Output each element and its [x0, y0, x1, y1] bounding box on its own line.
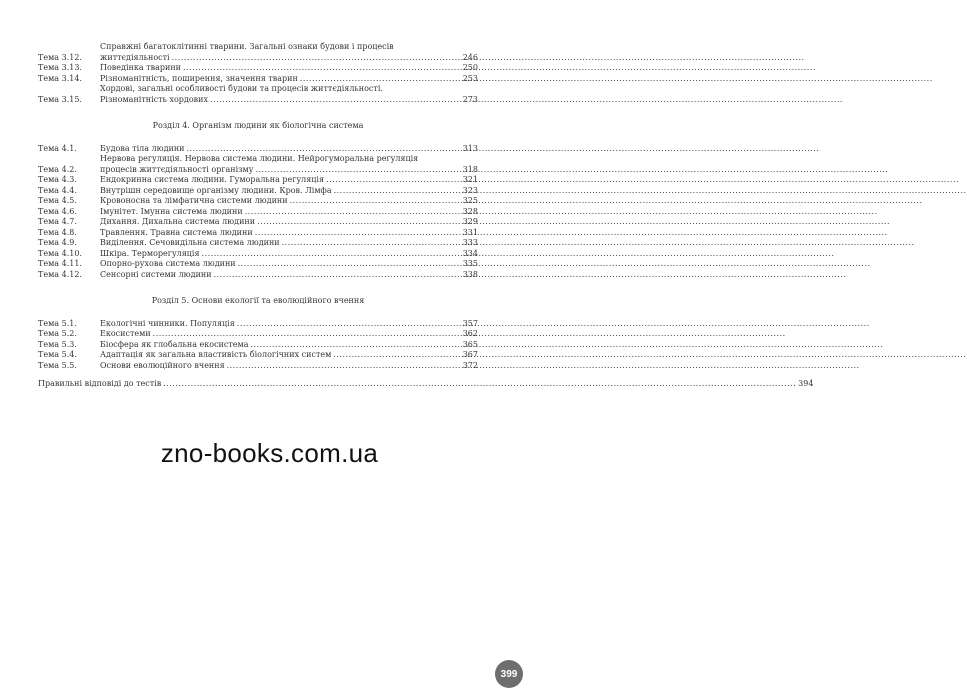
leader-dots	[334, 186, 461, 197]
topic-body	[100, 249, 478, 260]
topic-body	[100, 319, 478, 330]
topic-body	[100, 154, 478, 175]
topic-label: Тема 4.11.	[38, 259, 82, 268]
topic-body	[100, 228, 478, 239]
topic-label: Тема 4.4.	[38, 185, 77, 195]
topic-title: Нервова регуляція. Нервова система людини. Нейрогуморальна регуляція	[100, 154, 419, 163]
topic-label: Тема 3.14.	[38, 73, 82, 83]
leader-dots	[163, 379, 796, 390]
toc-entry	[38, 361, 478, 372]
topic-line	[100, 270, 478, 281]
leader-dots	[153, 329, 461, 340]
toc-entry	[38, 238, 478, 249]
page-ref: 253	[462, 73, 478, 83]
toc-entry	[38, 175, 478, 186]
leader-dots	[202, 249, 461, 260]
leader-dots	[245, 207, 461, 218]
page-ref: 338	[462, 269, 478, 279]
topic-title: Біосфера як глобальна екосистема	[100, 339, 249, 349]
topic-label: Тема 3.13.	[38, 63, 82, 72]
topic-body	[100, 259, 478, 270]
topic-line	[100, 249, 478, 260]
page-ref: 367	[462, 350, 478, 359]
leader-dots	[282, 238, 461, 249]
topic-title: Виділення. Сечовидільна система людини	[100, 238, 280, 247]
toc-entry	[38, 350, 478, 361]
page-number-badge: 399	[495, 660, 523, 688]
topic-title: життєдіяльності	[100, 52, 170, 62]
topic-body	[100, 186, 478, 197]
page-ref: 394	[798, 379, 814, 388]
toc-entry	[38, 340, 478, 351]
topic-line	[100, 350, 478, 361]
topic-line	[100, 53, 478, 64]
leader-dots	[172, 53, 461, 64]
topic-body	[100, 217, 478, 228]
page-ref: 362	[462, 329, 478, 338]
topic-body	[100, 207, 478, 218]
topic-line	[100, 95, 478, 106]
leader-dots	[210, 95, 461, 106]
leader-dots	[300, 74, 461, 85]
topic-title: Хордові, загальні особливості будови та процесів життєдіяльності.	[100, 84, 383, 93]
page-ref: 335	[462, 259, 478, 268]
leader-dots	[183, 63, 461, 74]
toc-entry	[38, 42, 478, 63]
topic-label: Тема 4.12.	[38, 269, 82, 279]
toc-entry	[38, 249, 478, 260]
page-ref: 333	[462, 238, 478, 247]
page-ref: 313	[462, 143, 478, 153]
leader-dots	[333, 350, 460, 361]
topic-label: Тема 4.7.	[38, 217, 77, 226]
topic-label: Тема 3.12.	[38, 52, 82, 62]
toc-entry	[38, 74, 478, 85]
page-ref: 357	[462, 318, 478, 328]
topic-title: Кровоносна та лімфатична системи людини	[100, 196, 288, 205]
topic-line	[100, 361, 478, 372]
toc-entry	[38, 154, 478, 175]
leader-dots	[227, 361, 461, 372]
topic-title: Основи еволюційного вчення	[100, 360, 225, 370]
page-ref: 273	[462, 94, 478, 104]
answers-line	[38, 379, 813, 390]
leader-dots	[251, 340, 461, 351]
toc-entry	[38, 84, 478, 105]
page-ref: 365	[462, 339, 478, 349]
topic-label: Тема 5.2.	[38, 329, 77, 338]
topic-body	[100, 144, 478, 155]
topic-title: Адаптація як загальна властивість біологічних систем	[100, 350, 332, 359]
topic-line	[100, 84, 478, 95]
page-ref: 325	[462, 196, 478, 205]
topic-label: Тема 4.2.	[38, 164, 77, 174]
toc-entry	[38, 217, 478, 228]
topic-line	[100, 154, 478, 165]
leader-dots	[187, 144, 461, 155]
topic-line	[100, 186, 478, 197]
page-ref: 246	[462, 52, 478, 62]
toc-entry	[38, 228, 478, 239]
topic-label: Тема 5.5.	[38, 360, 77, 370]
topic-title: Екологічні чинники. Популяція	[100, 318, 235, 328]
page-ref: 328	[462, 206, 478, 216]
topic-line	[100, 42, 478, 53]
topic-body	[100, 196, 478, 207]
leader-dots	[290, 196, 461, 207]
topic-label: Тема 4.8.	[38, 227, 77, 237]
topic-label: Тема 4.5.	[38, 196, 77, 205]
topic-body	[100, 350, 478, 361]
topic-title: Опорно-рухова система людини	[100, 259, 236, 268]
toc-entry	[38, 207, 478, 218]
leader-dots	[214, 270, 461, 281]
topic-body	[100, 340, 478, 351]
leader-dots	[255, 165, 460, 176]
section-title: Розділ 4. Організм людини як біологічна система	[152, 121, 364, 130]
topic-line	[100, 319, 478, 330]
topic-title: Шкіра. Терморегуляція	[100, 248, 200, 258]
topic-label: Тема 5.1.	[38, 318, 77, 328]
page-ref: 250	[462, 63, 478, 72]
topic-title: Різноманітність, поширення, значення тварин	[100, 73, 298, 83]
topic-line	[100, 74, 478, 85]
topic-body	[100, 63, 478, 74]
topic-title: Внутрішн середовище організму людини. Кров. Лімфа	[100, 185, 332, 195]
topic-body	[100, 270, 478, 281]
topic-label: Тема 4.9.	[38, 238, 77, 247]
page-ref: 331	[462, 227, 478, 237]
table-of-contents	[38, 42, 814, 390]
page-ref: 318	[462, 164, 478, 174]
topic-title: Дихання. Дихальна система людини	[100, 217, 256, 226]
toc-entry	[38, 259, 478, 270]
topic-line	[100, 340, 478, 351]
toc-entry	[38, 144, 478, 155]
topic-line	[100, 238, 478, 249]
answers-title: Правильні відповіді до тестів	[38, 379, 162, 388]
page-ref: 334	[462, 248, 478, 258]
topic-label: Тема 4.6.	[38, 206, 77, 216]
leader-dots	[237, 319, 461, 330]
leader-dots	[257, 217, 461, 228]
topic-line	[100, 144, 478, 155]
topic-label: Тема 5.3.	[38, 339, 77, 349]
toc-entry	[38, 319, 478, 330]
topic-body	[100, 361, 478, 372]
page-ref: 321	[462, 175, 478, 184]
toc-entry	[38, 186, 478, 197]
leader-dots	[255, 228, 461, 239]
topic-body	[100, 74, 478, 85]
leader-dots	[326, 175, 461, 186]
topic-label: Тема 5.4.	[38, 350, 77, 359]
topic-line	[100, 228, 478, 239]
answers-entry	[38, 379, 814, 390]
topic-line	[100, 217, 478, 228]
topic-body	[100, 175, 478, 186]
page-ref: 329	[462, 217, 478, 226]
topic-title: Будова тіла людини	[100, 143, 185, 153]
topic-body	[100, 42, 478, 63]
topic-line	[100, 165, 478, 176]
topic-label: Тема 3.15.	[38, 94, 82, 104]
topic-label: Тема 4.3.	[38, 175, 77, 184]
topic-label: Тема 4.10.	[38, 248, 82, 258]
topic-body	[100, 329, 478, 340]
topic-line	[100, 207, 478, 218]
topic-line	[100, 196, 478, 207]
page-ref: 372	[462, 360, 478, 370]
topic-label: Тема 4.1.	[38, 143, 77, 153]
topic-line	[100, 63, 478, 74]
topic-title: процесів життєдіяльності організму	[100, 164, 254, 174]
topic-line	[100, 259, 478, 270]
topic-title: Поведінка тварини	[100, 63, 181, 72]
watermark: zno-books.com.ua	[160, 438, 379, 468]
topic-title: Різноманітність хордових	[100, 94, 208, 104]
topic-title: Екосистеми	[100, 329, 151, 338]
topic-title: Справжні багатоклітинні тварини. Загальні ознаки будови і процесів	[100, 42, 394, 51]
toc-entry	[38, 329, 478, 340]
toc-entry	[38, 196, 478, 207]
topic-line	[100, 175, 478, 186]
page-ref: 323	[462, 185, 478, 195]
topic-line	[100, 329, 478, 340]
topic-title: Ендокринна система людини. Гуморальна регуляція	[100, 175, 325, 184]
topic-title: Травлення. Травна система людини	[100, 227, 253, 237]
topic-title: Імунітет. Імунна система людини	[100, 206, 243, 216]
toc-entry	[38, 63, 478, 74]
topic-body	[100, 238, 478, 249]
topic-body	[100, 84, 478, 105]
section-title: Розділ 5. Основи екології та еволюційного вчення	[151, 296, 365, 305]
leader-dots	[238, 259, 461, 270]
toc-entry	[38, 270, 478, 281]
topic-title: Сенсорні системи людини	[100, 269, 212, 279]
